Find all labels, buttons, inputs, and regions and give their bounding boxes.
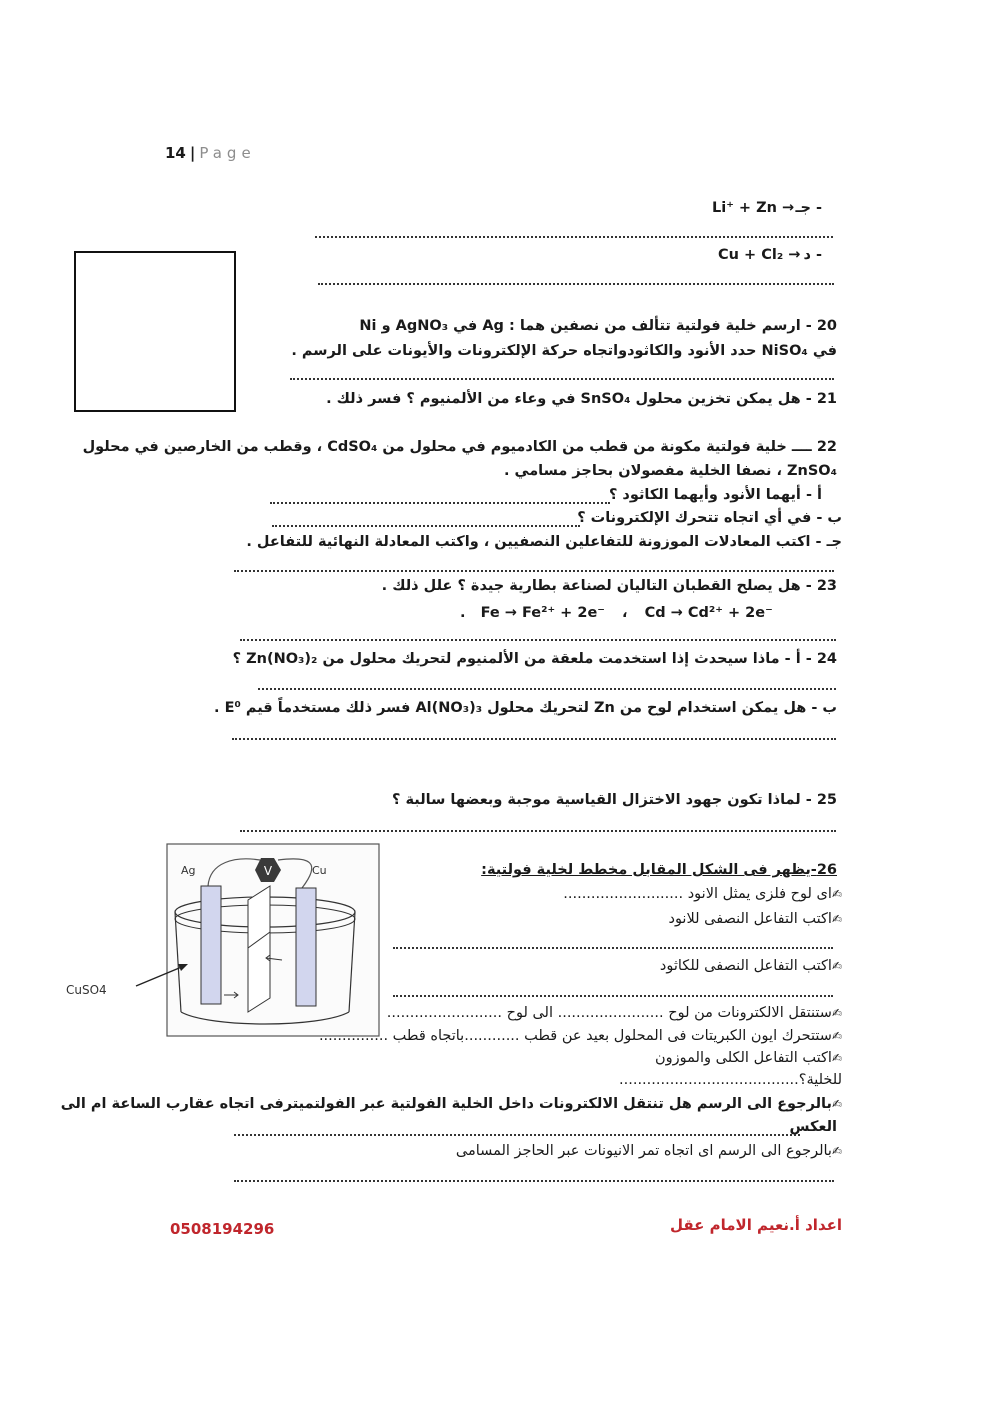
- footer-phone: 0508194296: [170, 1220, 275, 1238]
- q26-item6b: للخلية؟.......................................: [619, 1072, 842, 1088]
- q22-b: ب - في أي اتجاه تتحرك الإلكترونات ؟: [577, 510, 842, 526]
- q26-item8: ✍بالرجوع الى الرسم اى اتجاه تمر الانيونات عبر الحاجز المسامى: [455, 1143, 842, 1159]
- page-header: [165, 144, 256, 162]
- answer-line[interactable]: [393, 995, 833, 997]
- answer-line[interactable]: [272, 525, 580, 527]
- q20-line2: في NiSO₄ حدد الأنود والكاثودواتجاه حركة الإلكترونات والأيونات على الرسم .: [291, 343, 837, 359]
- q19-c-label: جـ -: [795, 200, 822, 216]
- answer-line[interactable]: [315, 236, 833, 238]
- q22-a: أ - أيهما الأنود وأيهما الكاثود ؟: [608, 487, 822, 503]
- q25-line1: 25 - لماذا تكون جهود الاختزال القياسية موجبة وبعضها سالبة ؟: [392, 792, 837, 808]
- answer-line[interactable]: [318, 283, 834, 285]
- voltmeter-label: V: [263, 864, 273, 878]
- q26-item5: ✍ستتحرك ايون الكبريتات فى المحلول بعيد عن قطب ............باتجاه قطب ...............: [318, 1028, 842, 1044]
- answer-line[interactable]: [258, 688, 836, 690]
- answer-line[interactable]: [234, 570, 834, 572]
- q19-d-equation: Cu + Cl₂ →: [718, 247, 801, 263]
- q22-line1: 22 ــــ خلية فولتية مكونة من قطب من الكادميوم في محلول من CdSO₄ ، وقطب من الخارصين في محلول: [82, 439, 837, 455]
- drawing-box[interactable]: [74, 251, 236, 412]
- pencil-icon: ✍: [831, 959, 842, 973]
- q23-eq-cd: Cd → Cd²⁺ + 2e⁻: [644, 605, 773, 621]
- footer-author: اعداد أ.نعيم الامام عقل: [669, 1216, 842, 1234]
- pencil-icon: ✍: [831, 1006, 842, 1020]
- porous-barrier: [248, 886, 270, 1012]
- q26-item2: ✍اكتب التفاعل النصفى للانود: [668, 911, 842, 927]
- q22-line2: ZnSO₄ ، نصفا الخلية مفصولان بحاجز مسامي .: [503, 463, 837, 479]
- answer-line[interactable]: [232, 738, 836, 740]
- answer-line[interactable]: [240, 830, 836, 832]
- pencil-icon: ✍: [831, 1051, 842, 1065]
- answer-line[interactable]: [234, 1134, 800, 1136]
- q26-item7b: العكس: [789, 1119, 837, 1135]
- pencil-icon: ✍: [831, 887, 842, 901]
- q23-equations: [460, 605, 773, 621]
- q20-line1: 20 - ارسم خلية فولتية تتألف من نصفين هما : Ag في AgNO₃ و Ni: [359, 318, 837, 334]
- q26-item6: ✍اكتب التفاعل الكلى والموزون: [655, 1050, 842, 1066]
- page-word: Page: [199, 144, 256, 162]
- answer-line[interactable]: [270, 502, 610, 504]
- q24-a: 24 - أ - ماذا سيحدث إذا استخدمت ملعقة من الألمنيوم لتحريك محلول من Zn(NO₃)₂ ؟: [232, 651, 837, 667]
- label-cu: Cu: [312, 864, 327, 877]
- pencil-icon: ✍: [831, 912, 842, 926]
- q23-line1: 23 - هل يصلح القطبان التاليان لصناعة بطارية جيدة ؟ علل ذلك .: [381, 578, 837, 594]
- answer-line[interactable]: [393, 947, 833, 949]
- page-separator: |: [189, 144, 196, 162]
- q23-period: .: [460, 605, 466, 621]
- cu-electrode: [296, 888, 316, 1006]
- page-number: 14: [165, 144, 186, 162]
- ag-electrode: [201, 886, 221, 1004]
- label-ag: Ag: [181, 864, 196, 877]
- voltaic-cell-diagram: [60, 840, 380, 1040]
- pencil-icon: ✍: [831, 1029, 842, 1043]
- pencil-icon: ✍: [831, 1097, 842, 1111]
- q23-eq-fe: Fe → Fe²⁺ + 2e⁻: [480, 605, 605, 621]
- q26-item3: ✍اكتب التفاعل النصفى للكاثود: [659, 958, 842, 974]
- q26-title: 26-يظهر فى الشكل المقابل مخطط لخلية فولتية:: [481, 862, 837, 878]
- label-cuso4: CuSO4: [66, 983, 107, 997]
- q24-b: ب - هل يمكن استخدام لوح من Zn لتحريك محلول Al(NO₃)₃ فسر ذلك مستخدماً قيم E⁰ .: [214, 700, 837, 716]
- pencil-icon: ✍: [831, 1144, 842, 1158]
- q21-line1: 21 - هل يمكن تخزين محلول SnSO₄ في وعاء من الألمنيوم ؟ فسر ذلك .: [326, 391, 837, 407]
- q23-eq-sep: ،: [622, 605, 628, 621]
- q26-item1: ✍اى لوح فلزى يمثل الانود ..........................: [563, 886, 842, 902]
- q22-c: جـ - اكتب المعادلات الموزونة للتفاعلين النصفيين ، واكتب المعادلة النهائية للتفاعل .: [246, 534, 842, 550]
- q26-item4: ✍ستنتقل الالكترونات من لوح ....................... الى لوح .........................: [386, 1005, 842, 1021]
- q26-item7: ✍بالرجوع الى الرسم هل تنتقل الالكترونات داخل الخلية الفولتية عبر الفولتميترفى اتجاه عقارب الساعة ام الى: [60, 1096, 842, 1112]
- answer-line[interactable]: [240, 639, 836, 641]
- q19-d-label: د -: [803, 247, 822, 263]
- answer-line[interactable]: [290, 378, 834, 380]
- q19-c-equation: Li⁺ + Zn →: [712, 200, 795, 216]
- answer-line[interactable]: [234, 1180, 834, 1182]
